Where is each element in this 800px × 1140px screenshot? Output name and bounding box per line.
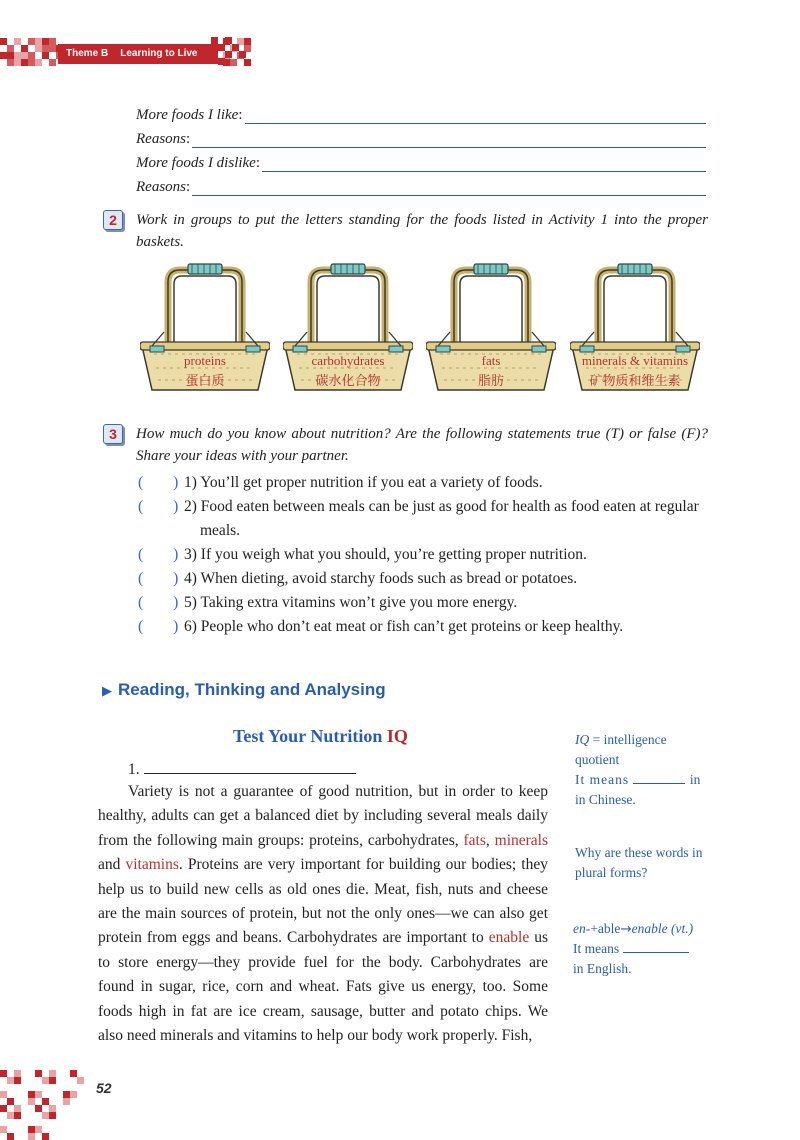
note-answer-line[interactable] xyxy=(633,783,685,784)
field-label: More foods I dislike xyxy=(136,155,256,171)
heading-answer-line[interactable] xyxy=(144,773,356,774)
field-more-foods-like[interactable]: More foods I like : xyxy=(136,104,706,124)
basket-label-zh: 蛋白质 xyxy=(185,374,225,389)
answer-parentheses[interactable]: ( ) xyxy=(138,498,179,515)
field-more-foods-dislike[interactable]: More foods I dislike : xyxy=(136,152,706,172)
answer-line[interactable] xyxy=(245,108,706,124)
highlight-enable: enable xyxy=(488,929,530,947)
section-heading xyxy=(102,680,386,700)
statement-text: 3) If you weigh what you should, you’re getting proper nutrition. xyxy=(184,546,587,563)
title-highlight: IQ xyxy=(386,726,408,746)
statement-text: 5) Taking extra vitamins won’t give you more energy. xyxy=(184,594,518,611)
statement-text: 1) You’ll get proper nutrition if you eat a variety of foods. xyxy=(184,474,543,491)
basket[interactable] xyxy=(570,262,700,394)
field-label: Reasons xyxy=(136,131,186,147)
side-note-plural: Why are these words in plural forms? xyxy=(575,845,703,880)
activity-2-instruction: Work in groups to put the letters standing for the foods listed in Activity 1 into the proper baskets. xyxy=(136,212,708,250)
answer-parentheses[interactable]: ( ) xyxy=(138,594,179,611)
answer-parentheses[interactable]: ( ) xyxy=(138,474,179,491)
basket-label-zh: 碳水化合物 xyxy=(315,374,381,389)
note-answer-line[interactable] xyxy=(623,952,689,953)
triangle-icon: ▶ xyxy=(102,683,112,698)
statement-row[interactable] xyxy=(138,495,699,519)
section-label: Learning to Live xyxy=(120,48,198,59)
article-paragraph: Variety is not a guarantee of good nutrition, but in order to keep healthy, adults can get a balanced diet by including several meals daily from the following main groups: proteins, carbohydrates, fats, minerals and vitamins. Proteins are very important for building our bodies; they help us to build new cells as old ones die. Meat, fish, nuts and cheese are the main sources of protein, but not the only ones—we can also get protein from eggs and beans. Carbohydrates are important to enable us to store energy—they provide fuel for the body. Carbohydrates are found in sugar, rice, corn and wheat. Fats give us energy, too. Some foods high in fat are ice cream, sausage, butter and potato chips. We also need minerals and vitamins to help our body work properly. Fish, xyxy=(98,783,549,1045)
statement-row[interactable] xyxy=(138,471,543,495)
basket-label-en: proteins xyxy=(184,353,226,368)
basket[interactable] xyxy=(140,262,270,394)
answer-line[interactable] xyxy=(262,156,706,172)
answer-parentheses[interactable]: ( ) xyxy=(138,618,179,635)
answer-parentheses[interactable]: ( ) xyxy=(138,546,179,563)
statement-text: 4) When dieting, avoid starchy foods such as bread or potatoes. xyxy=(184,570,578,587)
statement-text: 6) People who don’t eat meat or fish can’t get proteins or keep healthy. xyxy=(184,618,624,635)
answer-parentheses[interactable]: ( ) xyxy=(138,570,179,587)
basket[interactable] xyxy=(426,262,556,394)
statement-row[interactable] xyxy=(138,615,623,639)
statement-continuation: meals. xyxy=(200,522,241,539)
highlight-minerals: minerals xyxy=(494,831,549,849)
theme-bar xyxy=(58,44,218,64)
basket-label-en: fats xyxy=(481,353,501,368)
side-note-iq: IQ = intelligence quotient It means in in Chinese. xyxy=(575,732,701,807)
field-label: Reasons xyxy=(136,179,186,195)
section-label: Reading, Thinking and Analysing xyxy=(118,680,386,699)
field-reasons-dislike[interactable]: Reasons : xyxy=(136,176,706,196)
activity-number-2: 2 xyxy=(103,210,123,230)
statement-text: 2) Food eaten between meals can be just as good for health as food eaten at regular xyxy=(184,498,699,515)
statement-row[interactable] xyxy=(138,567,577,591)
basket-label-en: minerals & vitamins xyxy=(581,353,689,368)
field-reasons-like[interactable]: Reasons : xyxy=(136,128,706,148)
basket-label-en: carbohydrates xyxy=(311,353,385,368)
basket[interactable] xyxy=(283,262,413,394)
answer-line[interactable] xyxy=(192,132,706,148)
basket-label-zh: 矿物质和维生素 xyxy=(589,374,681,389)
side-note-enable: en-+able→enable (vt.) It means in English. xyxy=(573,921,694,976)
activity-number-3: 3 xyxy=(103,424,123,444)
statement-row[interactable] xyxy=(138,543,587,567)
field-label: More foods I like xyxy=(136,107,239,123)
basket-label-zh: 脂肪 xyxy=(477,374,504,389)
activity-3-instruction: How much do you know about nutrition? Are the following statements true (T) or false (F)? Share your ideas with your partner. xyxy=(136,426,708,464)
statement-row[interactable] xyxy=(138,591,517,615)
theme-label: Theme B xyxy=(66,48,109,59)
answer-line[interactable] xyxy=(192,180,706,196)
highlight-fats: fats xyxy=(463,831,486,849)
article-title: Test Your Nutrition IQ xyxy=(233,726,408,746)
page-number: 52 xyxy=(96,1080,112,1096)
item-heading[interactable]: 1. xyxy=(128,758,368,782)
highlight-vitamins: vitamins xyxy=(125,856,179,874)
